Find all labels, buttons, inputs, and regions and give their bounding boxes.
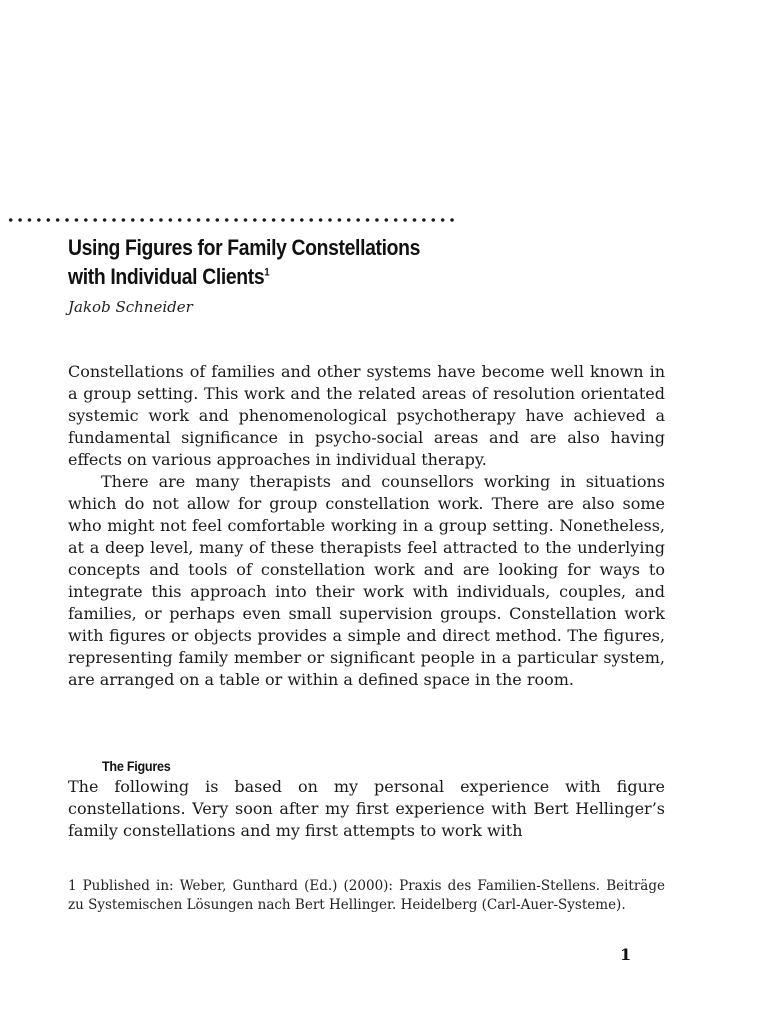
title-footnote-marker: 1 [264, 266, 270, 279]
article-body [68, 361, 665, 691]
section-body [68, 776, 665, 842]
dotted-divider [6, 217, 458, 223]
title-line-2: with Individual Clients [68, 264, 265, 289]
article-title [68, 233, 561, 291]
page-number: 1 [620, 945, 632, 964]
footnote-number: 1 [68, 878, 77, 894]
section-heading: The Figures [102, 758, 171, 774]
section-paragraph: The following is based on my personal experience with figure constellations. Very soon after my first experience with Bert Hellinger’s family constellations and my first attempts to work with [68, 777, 665, 840]
body-paragraph-2: There are many therapists and counsellors working in situations which do not allow for group constellation work. There are also some who might not feel comfortable working in a group setting. Nonetheless, at a deep level, many of these therapists feel attracted to the underlying concepts and tools of constellation work and are looking for ways to integrate this approach into their work with individuals, couples, and families, or perhaps even small supervision groups. Constellation work with figures or objects provides a simple and direct method. The figures, representing family member or significant people in a particular system, are arranged on a table or within a defined space in the room. [68, 472, 665, 689]
author-name: Jakob Schneider [68, 298, 193, 316]
title-line-1: Using Figures for Family Constellations [68, 235, 421, 260]
footnote [68, 877, 665, 915]
body-paragraph-1: Constellations of families and other systems have become well known in a group setting. This work and the related areas of resolution orientated systemic work and phenomenological psychotherapy have achieved a fundamental significance in psycho-social areas and are also having effects on various approaches in individual therapy. [68, 362, 665, 469]
footnote-text: Published in: Weber, Gunthard (Ed.) (2000): Praxis des Familien-Stellens. Beiträge zu Systemischen Lösungen nach Bert Hellinger. Heidelberg (Carl-Auer-Systeme). [68, 878, 665, 913]
